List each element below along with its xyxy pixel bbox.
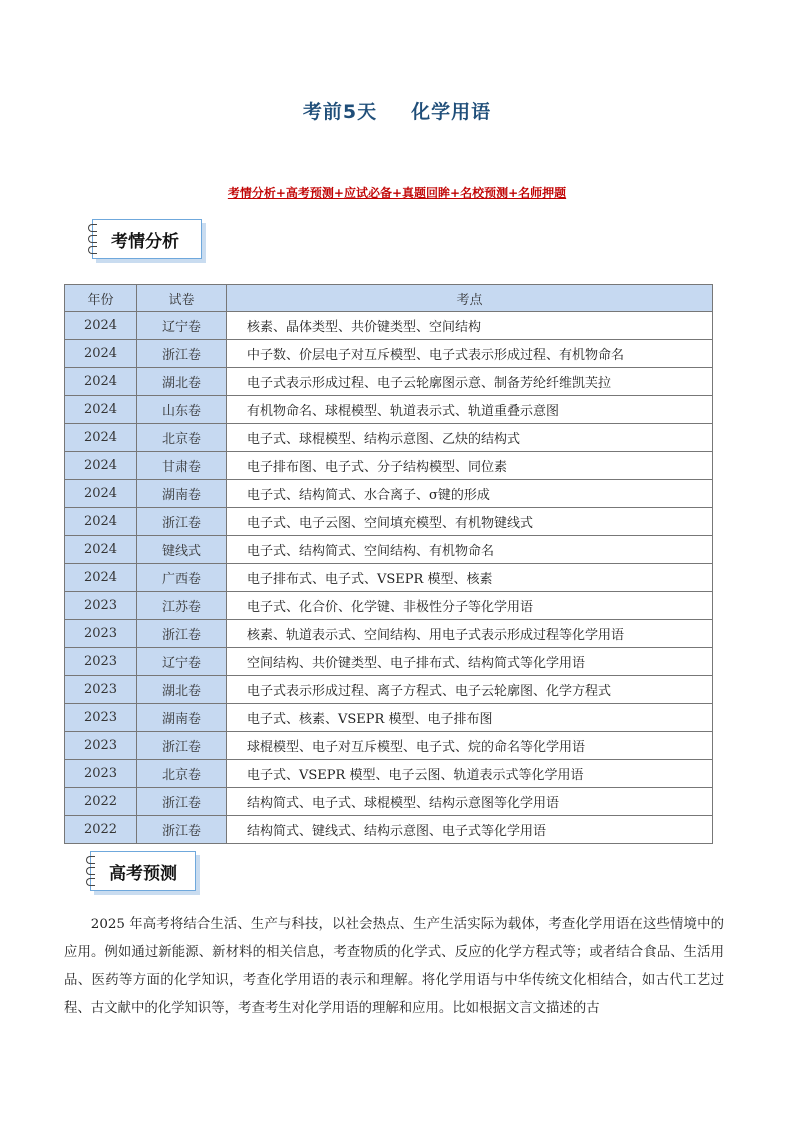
point-cell: 电子式、球棍模型、结构示意图、乙炔的结构式 <box>227 424 713 452</box>
prediction-paragraph: 2025 年高考将结合生活、生产与科技，以社会热点、生产生活实际为载体，考查化学用语在这些情境中的应用。例如通过新能源、新材料的相关信息，考查物质的化学式、反应的化学方程式等；或者结合食品、生活用品、医药等方面的化学知识，考查化学用语的表示和理解。将化学用语与中华传统文化相结合，如古代工艺过程、古文献中的化学知识等，考查考生对化学用语的理解和应用。比如根据文言文描述的古 <box>64 917 724 1016</box>
paper-cell: 江苏卷 <box>137 592 227 620</box>
table-row <box>65 620 713 648</box>
year-cell: 2023 <box>65 760 137 788</box>
table-row <box>65 732 713 760</box>
point-cell: 空间结构、共价键类型、电子排布式、结构简式等化学用语 <box>227 648 713 676</box>
table-row <box>65 340 713 368</box>
title-part2: 化学用语 <box>411 101 492 123</box>
point-cell: 电子式、电子云图、空间填充模型、有机物键线式 <box>227 508 713 536</box>
table-row <box>65 424 713 452</box>
table-row <box>65 564 713 592</box>
point-cell: 电子式、核素、VSEPR 模型、电子排布图 <box>227 704 713 732</box>
year-cell: 2024 <box>65 564 137 592</box>
point-cell: 电子式、结构简式、水合离子、σ键的形成 <box>227 480 713 508</box>
paper-cell: 北京卷 <box>137 760 227 788</box>
header-paper: 试卷 <box>137 285 227 312</box>
paper-cell: 键线式 <box>137 536 227 564</box>
year-cell: 2024 <box>65 508 137 536</box>
point-cell: 电子式表示形成过程、电子云轮廓图示意、制备芳纶纤维凯芙拉 <box>227 368 713 396</box>
table-row <box>65 704 713 732</box>
paper-cell: 湖南卷 <box>137 704 227 732</box>
table-row <box>65 592 713 620</box>
table-row <box>65 396 713 424</box>
year-cell: 2024 <box>65 536 137 564</box>
year-cell: 2023 <box>65 648 137 676</box>
point-cell: 电子排布式、电子式、VSEPR 模型、核素 <box>227 564 713 592</box>
point-cell: 电子式、VSEPR 模型、电子云图、轨道表示式等化学用语 <box>227 760 713 788</box>
table-row <box>65 648 713 676</box>
table-row <box>65 676 713 704</box>
table-row <box>65 312 713 340</box>
point-cell: 核素、轨道表示式、空间结构、用电子式表示形成过程等化学用语 <box>227 620 713 648</box>
paper-cell: 辽宁卷 <box>137 648 227 676</box>
point-cell: 核素、晶体类型、共价键类型、空间结构 <box>227 312 713 340</box>
paper-cell: 辽宁卷 <box>137 312 227 340</box>
paper-cell: 湖北卷 <box>137 676 227 704</box>
section-header-analysis <box>92 219 202 259</box>
year-cell: 2022 <box>65 788 137 816</box>
year-cell: 2024 <box>65 340 137 368</box>
year-cell: 2022 <box>65 816 137 844</box>
year-cell: 2023 <box>65 620 137 648</box>
point-cell: 结构简式、键线式、结构示意图、电子式等化学用语 <box>227 816 713 844</box>
point-cell: 有机物命名、球棍模型、轨道表示式、轨道重叠示意图 <box>227 396 713 424</box>
table-row <box>65 760 713 788</box>
paper-cell: 浙江卷 <box>137 508 227 536</box>
year-cell: 2024 <box>65 368 137 396</box>
header-point: 考点 <box>227 285 713 312</box>
point-cell: 电子排布图、电子式、分子结构模型、同位素 <box>227 452 713 480</box>
table-row <box>65 816 713 844</box>
point-cell: 电子式、结构简式、空间结构、有机物命名 <box>227 536 713 564</box>
paper-cell: 山东卷 <box>137 396 227 424</box>
binder-rings-icon <box>84 856 98 886</box>
section-header-prediction <box>90 851 196 891</box>
year-cell: 2024 <box>65 312 137 340</box>
title-part1: 考前5天 <box>302 101 378 123</box>
table-row <box>65 480 713 508</box>
table-row <box>65 536 713 564</box>
section-label-analysis: 考情分析 <box>111 232 179 252</box>
page-subtitle: 考情分析+高考预测+应试必备+真题回眸+名校预测+名师押题 <box>227 186 567 200</box>
year-cell: 2023 <box>65 592 137 620</box>
point-cell: 结构简式、电子式、球棍模型、结构示意图等化学用语 <box>227 788 713 816</box>
page-title <box>0 97 794 124</box>
table-row <box>65 368 713 396</box>
table-row <box>65 508 713 536</box>
paper-cell: 甘肃卷 <box>137 452 227 480</box>
point-cell: 电子式、化合价、化学键、非极性分子等化学用语 <box>227 592 713 620</box>
header-year: 年份 <box>65 285 137 312</box>
exam-table-body <box>65 312 713 844</box>
year-cell: 2024 <box>65 424 137 452</box>
paper-cell: 北京卷 <box>137 424 227 452</box>
table-row <box>65 452 713 480</box>
paper-cell: 浙江卷 <box>137 620 227 648</box>
year-cell: 2024 <box>65 480 137 508</box>
point-cell: 中子数、价层电子对互斥模型、电子式表示形成过程、有机物命名 <box>227 340 713 368</box>
paper-cell: 浙江卷 <box>137 732 227 760</box>
binder-rings-icon <box>86 224 100 254</box>
paper-cell: 湖北卷 <box>137 368 227 396</box>
table-header-row <box>65 285 713 312</box>
point-cell: 球棍模型、电子对互斥模型、电子式、烷的命名等化学用语 <box>227 732 713 760</box>
year-cell: 2023 <box>65 732 137 760</box>
year-cell: 2024 <box>65 452 137 480</box>
section-label-prediction: 高考预测 <box>109 864 177 884</box>
paper-cell: 浙江卷 <box>137 816 227 844</box>
year-cell: 2023 <box>65 704 137 732</box>
paper-cell: 广西卷 <box>137 564 227 592</box>
paper-cell: 湖南卷 <box>137 480 227 508</box>
year-cell: 2024 <box>65 396 137 424</box>
year-cell: 2023 <box>65 676 137 704</box>
point-cell: 电子式表示形成过程、离子方程式、电子云轮廓图、化学方程式 <box>227 676 713 704</box>
paper-cell: 浙江卷 <box>137 340 227 368</box>
exam-table <box>64 284 713 844</box>
table-row <box>65 788 713 816</box>
paper-cell: 浙江卷 <box>137 788 227 816</box>
